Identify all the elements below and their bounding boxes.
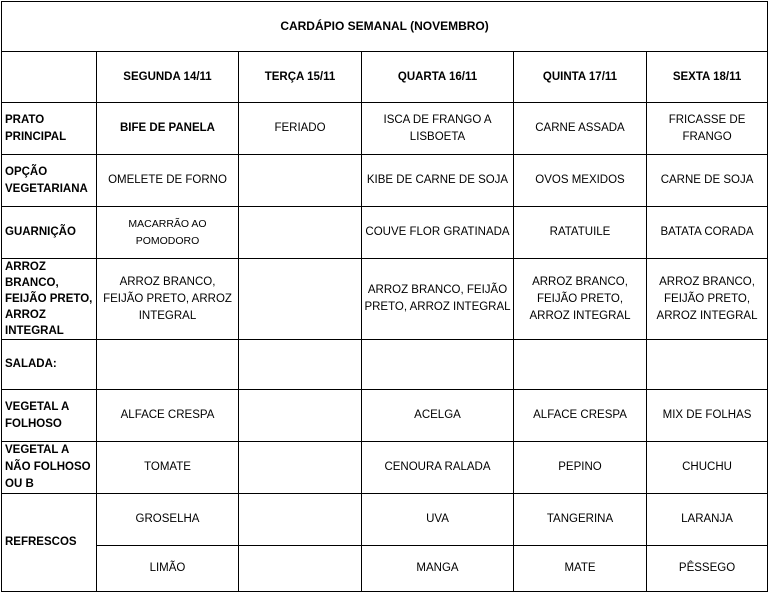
menu-cell: ALFACE CRESPA <box>97 390 239 442</box>
row-vegetal-nao-folhoso <box>2 442 768 494</box>
menu-cell <box>239 390 362 442</box>
menu-cell: TOMATE <box>97 442 239 494</box>
day-header-friday: SEXTA 18/11 <box>647 52 768 103</box>
menu-cell: RATATUILE <box>514 207 647 259</box>
menu-cell: CARNE DE SOJA <box>647 155 768 207</box>
menu-cell: PÊSSEGO <box>647 546 768 592</box>
menu-cell: ALFACE CRESPA <box>514 390 647 442</box>
row-label: VEGETAL A NÃO FOLHOSO OU B <box>2 442 97 494</box>
menu-title: CARDÁPIO SEMANAL (NOVEMBRO) <box>2 2 768 52</box>
menu-cell <box>239 494 362 546</box>
day-header-tuesday: TERÇA 15/11 <box>239 52 362 103</box>
weekly-menu-table <box>1 1 768 592</box>
menu-cell <box>239 207 362 259</box>
menu-cell: ARROZ BRANCO, FEIJÃO PRETO, ARROZ INTEGRAL <box>514 259 647 340</box>
header-row <box>2 52 768 103</box>
row-opcao-vegetariana <box>2 155 768 207</box>
menu-cell: PEPINO <box>514 442 647 494</box>
menu-cell <box>362 340 514 390</box>
menu-cell: TANGERINA <box>514 494 647 546</box>
menu-cell: MANGA <box>362 546 514 592</box>
menu-cell: FRICASSE DE FRANGO <box>647 103 768 155</box>
menu-cell <box>239 442 362 494</box>
menu-cell: CARNE ASSADA <box>514 103 647 155</box>
menu-cell: ARROZ BRANCO, FEIJÃO PRETO, ARROZ INTEGRAL <box>647 259 768 340</box>
row-label: GUARNIÇÃO <box>2 207 97 259</box>
menu-cell: UVA <box>362 494 514 546</box>
menu-cell <box>239 340 362 390</box>
menu-cell: CHUCHU <box>647 442 768 494</box>
menu-cell: LIMÃO <box>97 546 239 592</box>
menu-cell: GROSELHA <box>97 494 239 546</box>
row-label: VEGETAL A FOLHOSO <box>2 390 97 442</box>
row-refrescos-2 <box>2 546 768 592</box>
menu-cell: COUVE FLOR GRATINADA <box>362 207 514 259</box>
row-label: OPÇÃO VEGETARIANA <box>2 155 97 207</box>
row-vegetal-folhoso <box>2 390 768 442</box>
menu-cell: OMELETE DE FORNO <box>97 155 239 207</box>
menu-cell <box>647 340 768 390</box>
menu-cell: MATE <box>514 546 647 592</box>
menu-cell: ARROZ BRANCO, FEIJÃO PRETO, ARROZ INTEGRAL <box>97 259 239 340</box>
corner-cell <box>2 52 97 103</box>
row-label: ARROZ BRANCO, FEIJÃO PRETO, ARROZ INTEGRAL <box>2 259 97 340</box>
menu-cell: LARANJA <box>647 494 768 546</box>
menu-cell: ISCA DE FRANGO A LISBOETA <box>362 103 514 155</box>
row-label: PRATO PRINCIPAL <box>2 103 97 155</box>
menu-cell: KIBE DE CARNE DE SOJA <box>362 155 514 207</box>
title-row <box>2 2 768 52</box>
menu-cell: FERIADO <box>239 103 362 155</box>
row-label: REFRESCOS <box>2 494 97 592</box>
menu-cell <box>239 259 362 340</box>
menu-cell <box>514 340 647 390</box>
menu-cell: ARROZ BRANCO, FEIJÃO PRETO, ARROZ INTEGRAL <box>362 259 514 340</box>
menu-cell <box>239 155 362 207</box>
day-header-wednesday: QUARTA 16/11 <box>362 52 514 103</box>
day-header-thursday: QUINTA 17/11 <box>514 52 647 103</box>
menu-cell: CENOURA RALADA <box>362 442 514 494</box>
row-prato-principal <box>2 103 768 155</box>
row-salada <box>2 340 768 390</box>
row-arroz-feijao <box>2 259 768 340</box>
menu-cell: MACARRÃO AO POMODORO <box>97 207 239 259</box>
menu-cell: BATATA CORADA <box>647 207 768 259</box>
row-guarnicao <box>2 207 768 259</box>
menu-cell <box>239 546 362 592</box>
menu-cell: MIX DE FOLHAS <box>647 390 768 442</box>
day-header-monday: SEGUNDA 14/11 <box>97 52 239 103</box>
menu-cell <box>97 340 239 390</box>
row-label: SALADA: <box>2 340 97 390</box>
menu-cell: BIFE DE PANELA <box>97 103 239 155</box>
row-refrescos-1 <box>2 494 768 546</box>
menu-cell: OVOS MEXIDOS <box>514 155 647 207</box>
menu-cell: ACELGA <box>362 390 514 442</box>
